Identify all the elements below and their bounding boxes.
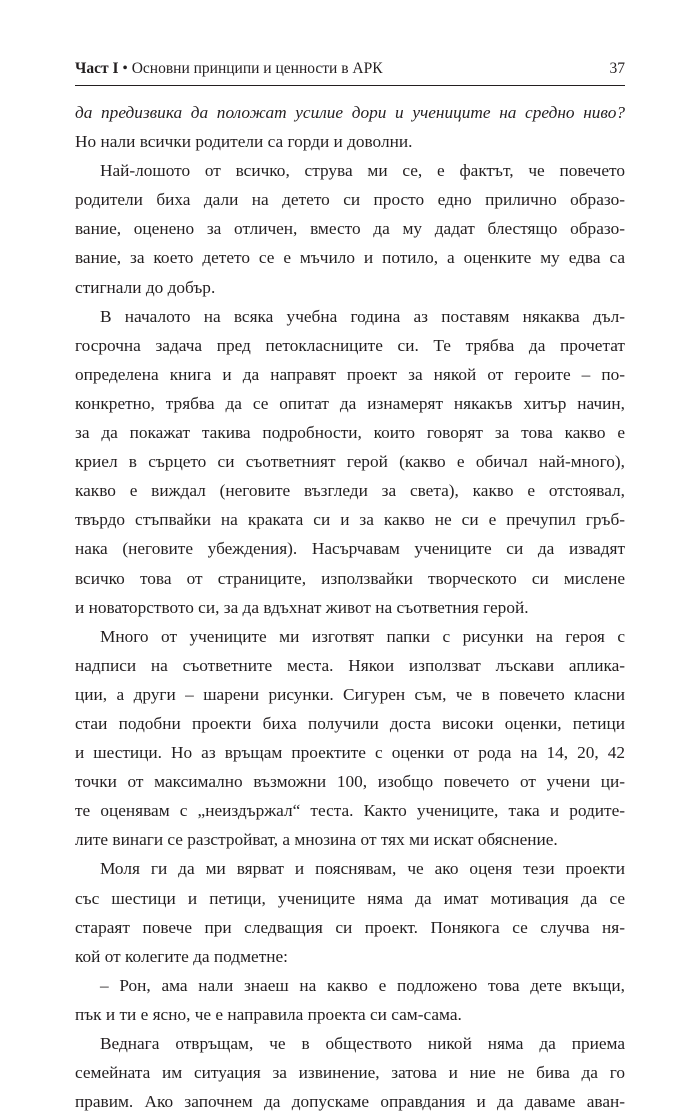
text-line: за да покажат такива подробности, които говорят за това какво е <box>75 423 625 443</box>
text-line: вание, оценено за отличен, вместо да му дадат блестящо образо- <box>75 219 625 239</box>
paragraph <box>75 854 625 970</box>
text-line: стигнали до добър. <box>75 277 216 297</box>
text-line: и шестици. Но аз връщам проектите с оценки от рода на 14, 20, 42 <box>75 743 625 763</box>
paragraph <box>75 98 625 156</box>
running-header <box>75 60 625 86</box>
section-title: Основни принципи и ценности в АРК <box>131 60 383 77</box>
text-line: пък и ти е ясно, че е направила проекта си сам-сама. <box>75 1004 462 1024</box>
text-line: госрочна задача пред петокласниците си. Те трябва да прочетат <box>75 335 625 355</box>
body-text <box>75 98 625 1116</box>
paragraph <box>75 302 625 622</box>
text-line: нака (неговите убеждения). Насърчавам учениците си да извадят <box>75 539 625 559</box>
text-line: стараят повече при следващия си проект. Понякога се случва ня- <box>75 917 625 937</box>
text-line: лите винаги се разстройват, а мнозина от тях ми искат обяснение. <box>75 830 558 850</box>
text-line: – Рон, ама нали знаеш на какво е подложено това дете вкъщи, <box>100 975 625 995</box>
text-line: кой от колегите да подметне: <box>75 946 288 966</box>
paragraph <box>75 156 625 301</box>
part-label: Част I <box>75 60 119 77</box>
text-line: Много от учениците ми изготвят папки с рисунки на героя с <box>100 626 625 646</box>
paragraph <box>75 622 625 855</box>
text-line: правим. Ако започнем да допускаме оправдания и да даваме аван- <box>75 1092 625 1112</box>
text-line: със шестици и петици, учениците няма да имат мотивация да се <box>75 888 625 908</box>
text-line: всичко това от страниците, използвайки творческото си мислене <box>75 568 625 588</box>
text-line: Но нали всички родители са горди и доволни. <box>75 132 413 152</box>
text-line: конкретно, трябва да се опитат да изнамерят някакъв хитър начин, <box>75 393 625 413</box>
paragraph <box>75 1029 625 1116</box>
page-number: 37 <box>609 60 625 77</box>
text-line: Моля ги да ми вярват и пояснявам, че ако оценя тези проекти <box>100 859 625 879</box>
text-line: вание, за което детето се е мъчило и потило, а оценките му едва са <box>75 248 625 268</box>
text-line: те оценявам с „неиздържал“ теста. Както учениците, така и родите- <box>75 801 625 821</box>
text-line: родители биха дали на детето си просто едно прилично образо- <box>75 190 625 210</box>
book-page <box>75 60 625 1116</box>
text-line: В началото на всяка учебна година аз поставям някаква дъл- <box>100 306 625 326</box>
text-line: твърдо стъпвайки на краката си и за какво не си е пречупил гръб- <box>75 510 625 530</box>
text-line: ции, а други – шарени рисунки. Сигурен съм, че в повечето класни <box>75 684 625 704</box>
text-line: надписи на съответните места. Някои използват лъскави аплика- <box>75 655 625 675</box>
text-line: стаи подобни проекти биха получили доста високи оценки, петици <box>75 713 625 733</box>
text-line: и новаторството си, за да вдъхнат живот на съответния герой. <box>75 597 529 617</box>
text-line: Веднага отвръщам, че в обществото никой няма да приема <box>100 1034 625 1053</box>
text-line: криел в сърцето си съответният герой (какво е обичал най-много), <box>75 452 625 472</box>
header-separator: • <box>118 60 132 77</box>
running-header-title <box>75 60 383 78</box>
text-line: Най-лошото от всичко, струва ми се, е фактът, че повечето <box>100 161 625 181</box>
paragraph <box>75 971 625 1029</box>
text-line: определена книга и да направят проект за някой от героите – по- <box>75 364 625 384</box>
text-line: какво е виждал (неговите възгледи за света), какво е отстоявал, <box>75 481 625 501</box>
text-line: точки от максимално възможни 100, изобщо повечето от учени ци- <box>75 772 625 792</box>
text-line: да предизвика да положат усилие дори и учениците на средно ниво? <box>75 103 625 122</box>
text-line: семейната им ситуация за извинение, затова и ние не бива да го <box>75 1063 625 1083</box>
